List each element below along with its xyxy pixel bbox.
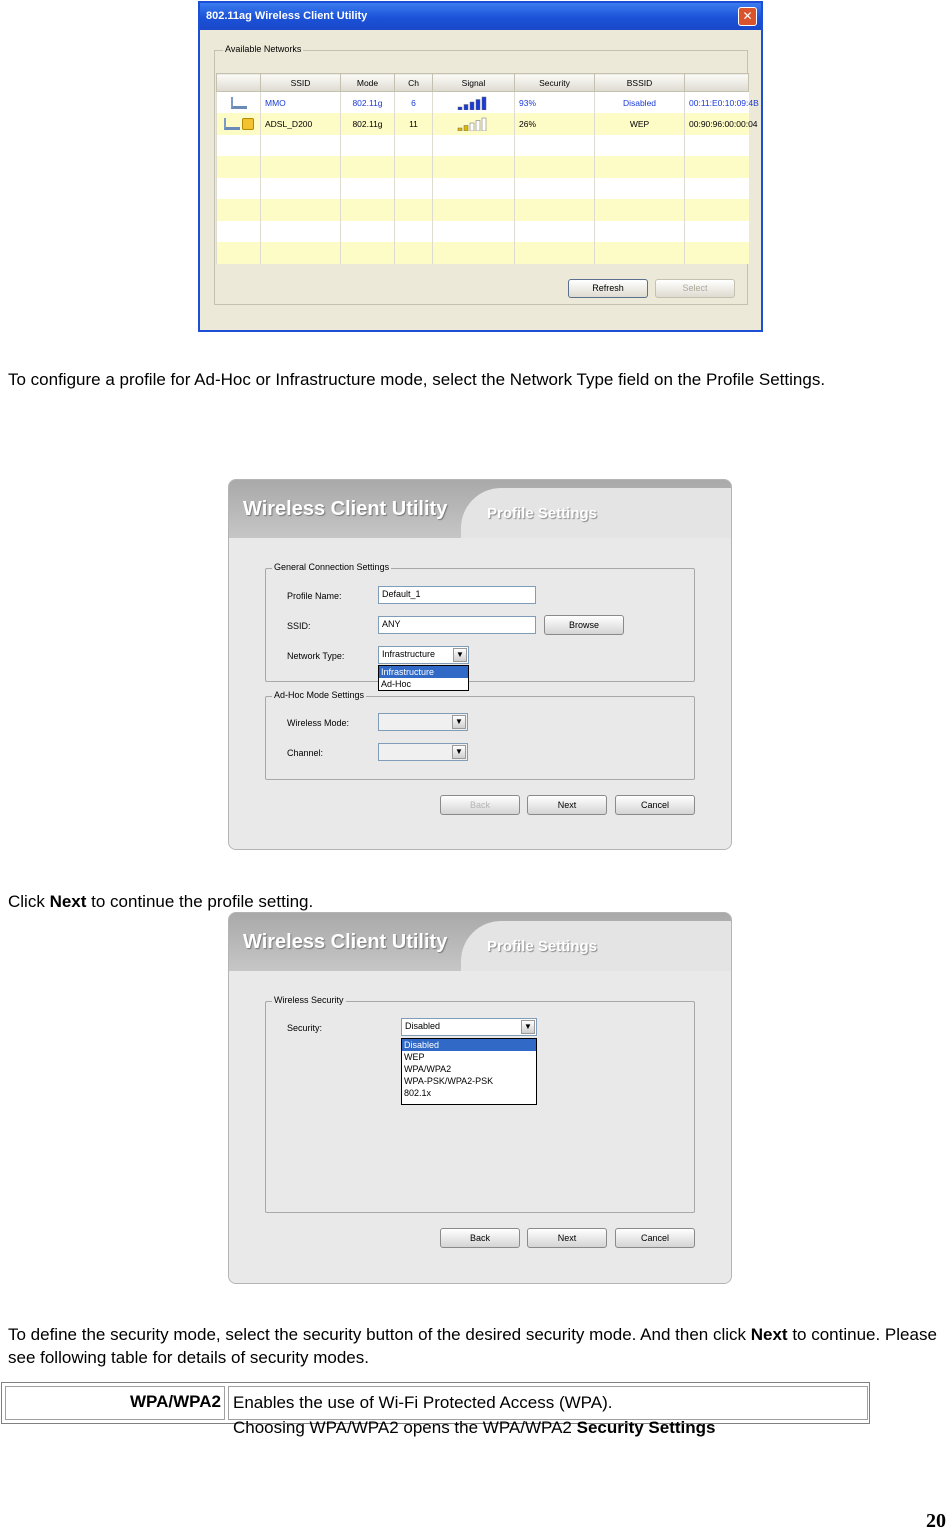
text-run-bold: Next: [49, 892, 87, 911]
signal-bar: [476, 99, 480, 110]
close-icon[interactable]: ✕: [738, 7, 757, 26]
security-select[interactable]: [401, 1018, 537, 1036]
wireless-mode-select[interactable]: [378, 713, 468, 731]
refresh-button[interactable]: Refresh: [568, 279, 648, 298]
available-networks-label: Available Networks: [225, 44, 302, 54]
window-header: [229, 480, 731, 538]
signal-bars-icon: [456, 96, 492, 110]
column-header-blank: [685, 74, 749, 92]
section-title: Profile Settings: [487, 938, 598, 955]
text-run: to continue the profile setting.: [86, 892, 314, 911]
text-run-bold: Security Settings: [576, 1418, 716, 1437]
window-body: [229, 971, 731, 1283]
table-row: [217, 156, 749, 178]
dropdown-option[interactable]: Disabled: [402, 1039, 536, 1051]
column-header-security[interactable]: Security: [515, 74, 595, 92]
table-row[interactable]: [217, 92, 749, 114]
text-run: to continue. Please see following table for details of security modes.: [8, 1325, 937, 1367]
channel-cell: 6: [395, 92, 433, 114]
network-type-label: Network Type:: [287, 651, 345, 661]
dropdown-option[interactable]: 802.1x: [404, 1088, 432, 1098]
app-title: Wireless Client Utility: [243, 498, 448, 520]
signal-bar: [464, 104, 468, 110]
text-run: Choosing WPA/WPA2 opens the WPA/WPA2: [233, 1418, 577, 1437]
back-button[interactable]: Back: [440, 1228, 520, 1248]
cancel-button[interactable]: Cancel: [615, 1228, 695, 1248]
signal-cell: 93%: [515, 92, 595, 114]
channel-select[interactable]: [378, 743, 468, 761]
signal-bar: [476, 120, 480, 131]
signal-cell: 26%: [515, 113, 595, 135]
section-title: Profile Settings: [487, 505, 598, 522]
network-icon: [231, 97, 247, 109]
window-title: 802.11ag Wireless Client Utility: [206, 10, 368, 22]
window-body: [229, 538, 731, 849]
network-icon: [224, 118, 240, 130]
table-row: [217, 178, 749, 200]
description-line: Enables the use of Wi-Fi Protected Access (WPA).: [233, 1393, 613, 1412]
adhoc-settings-group: [265, 690, 695, 780]
mode-cell: 802.11g: [341, 113, 395, 135]
dropdown-option[interactable]: WPA-PSK/WPA2-PSK: [404, 1076, 494, 1086]
signal-bar: [482, 97, 486, 110]
signal-bar: [470, 123, 474, 131]
profile-settings-window: [228, 479, 732, 850]
paragraph-click-next: [8, 890, 313, 913]
column-header-mode[interactable]: Mode: [341, 74, 395, 92]
column-header-ssid[interactable]: SSID: [261, 74, 341, 92]
table-row[interactable]: [217, 113, 749, 135]
signal-bar: [470, 102, 474, 110]
ssid-label: SSID:: [287, 621, 311, 631]
column-header-ch[interactable]: Ch: [395, 74, 433, 92]
security-label: Security:: [287, 1023, 323, 1033]
description-line: [233, 1416, 863, 1440]
paragraph-network-type: To configure a profile for Ad-Hoc or Infrastructure mode, select the Network Type field on the Profile Settings.: [8, 370, 826, 389]
window-title-bar: [200, 3, 761, 30]
ssid-cell: MMO: [261, 92, 341, 114]
security-cell: Disabled: [595, 92, 685, 114]
signal-bar: [458, 128, 462, 131]
signal-bar: [464, 125, 468, 131]
chevron-down-icon[interactable]: ▼: [452, 745, 466, 759]
adhoc-settings-label: Ad-Hoc Mode Settings: [274, 690, 365, 700]
next-button[interactable]: Next: [527, 1228, 607, 1248]
chevron-down-icon[interactable]: ▼: [453, 648, 467, 662]
next-button[interactable]: Next: [527, 795, 607, 815]
lock-icon: [242, 118, 254, 130]
bssid-cell: 00:11:E0:10:09:4B: [685, 92, 749, 114]
security-mode-description: [228, 1386, 868, 1437]
table-row: [217, 221, 749, 243]
security-dropdown[interactable]: [401, 1038, 537, 1105]
window-header: [229, 913, 731, 971]
signal-bar: [482, 118, 486, 131]
column-header-bssid[interactable]: BSSID: [595, 74, 685, 92]
signal-bar: [458, 107, 462, 110]
column-header-signal[interactable]: Signal: [433, 74, 515, 92]
dropdown-option[interactable]: Infrastructure: [379, 666, 468, 678]
cancel-button[interactable]: Cancel: [615, 795, 695, 815]
browse-button[interactable]: Browse: [544, 615, 624, 635]
security-settings-window: [228, 912, 732, 1284]
wireless-security-label: Wireless Security: [274, 995, 344, 1005]
text-run: Click: [8, 892, 50, 911]
table-row: [217, 199, 749, 221]
channel-label: Channel:: [287, 748, 324, 758]
site-survey-window: [198, 1, 763, 332]
select-button[interactable]: Select: [655, 279, 735, 298]
dropdown-option[interactable]: Ad-Hoc: [381, 679, 412, 689]
security-value: Disabled: [405, 1021, 441, 1031]
profile-name-input[interactable]: Default_1: [378, 586, 536, 604]
signal-bars-icon: [456, 117, 492, 131]
network-type-value: Infrastructure: [382, 649, 436, 659]
security-mode-key: WPA/WPA2: [5, 1386, 225, 1420]
network-type-select[interactable]: [378, 646, 469, 664]
bssid-cell: 00:90:96:00:00:04: [685, 113, 749, 135]
dropdown-option[interactable]: WPA/WPA2: [404, 1064, 452, 1074]
wireless-mode-label: Wireless Mode:: [287, 718, 350, 728]
column-header-icon[interactable]: [217, 74, 261, 92]
table-row: [217, 242, 749, 264]
text-run-bold: Next: [750, 1325, 788, 1344]
page-number: 20: [926, 1510, 946, 1531]
general-connection-label: General Connection Settings: [274, 562, 390, 572]
chevron-down-icon[interactable]: ▼: [521, 1020, 535, 1034]
paragraph-security-mode: [8, 1323, 938, 1369]
ssid-input[interactable]: ANY: [378, 616, 536, 634]
dropdown-option[interactable]: WEP: [404, 1052, 425, 1062]
channel-cell: 11: [395, 113, 433, 135]
network-type-dropdown[interactable]: [378, 665, 469, 691]
ssid-cell: ADSL_D200: [261, 113, 341, 135]
text-run: To define the security mode, select the security button of the desired security mode. And then click: [8, 1325, 751, 1344]
chevron-down-icon[interactable]: ▼: [452, 715, 466, 729]
back-button[interactable]: Back: [440, 795, 520, 815]
app-title: Wireless Client Utility: [243, 931, 448, 953]
networks-table: [216, 73, 759, 264]
mode-cell: 802.11g: [341, 92, 395, 114]
security-modes-table: [1, 1382, 870, 1437]
profile-name-label: Profile Name:: [287, 591, 342, 601]
security-cell: WEP: [595, 113, 685, 135]
table-row: [217, 135, 749, 157]
